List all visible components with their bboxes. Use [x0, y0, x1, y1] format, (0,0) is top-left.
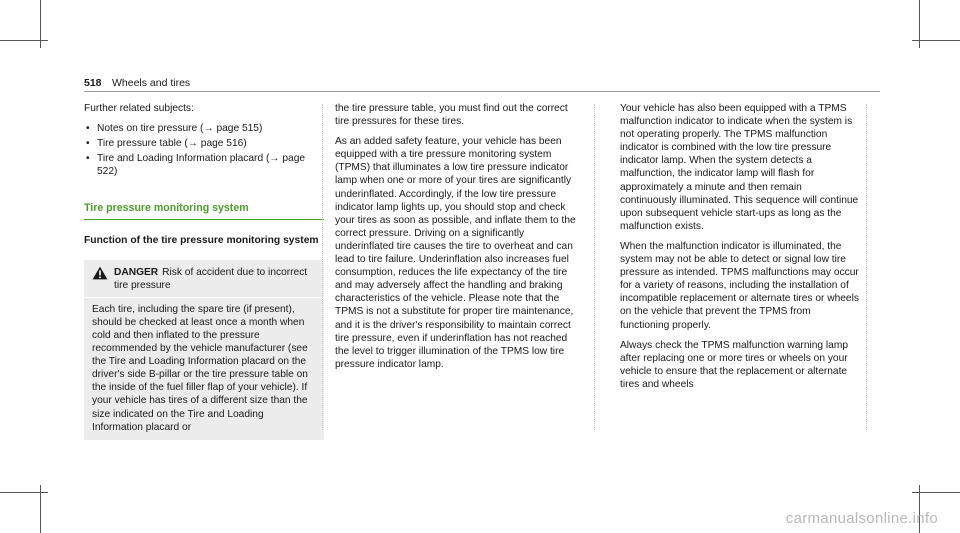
warning-header	[84, 260, 324, 297]
warning-text	[114, 266, 316, 292]
column-divider	[866, 104, 867, 430]
column-divider	[594, 104, 595, 430]
warning-headline: Risk of accident due to incorrect tire pressure	[114, 266, 308, 291]
paragraph: As an added safety feature, your vehicle has been equipped with a tire pressure monitoring system (TPMS) that illuminates a low tire pressure indicator lamp when one or more of your tires are significantly underinflated. Accordingly, if the low tire pressure indicator lamp lights up, you should stop and check your tires as soon as possible, and inflate them to the correct pressure. Driving on a significantly underinflated tire causes the tire to overheat and can lead to tire failure. Underinflation also increases fuel consumption, reduces the life expectancy of the tire and may adversely affect the handling and braking characteristics of the vehicle. Please note that the TPMS is not a substitute for proper tire maintenance, and it is the driver's responsibility to maintain correct tire pressure, even if underinflation has not reached the level to trigger illumination of the TPMS low tire pressure indicator lamp.	[335, 136, 576, 370]
page-number: 518	[84, 77, 102, 89]
related-intro: Further related subjects:	[84, 103, 194, 114]
crop-mark	[0, 492, 48, 493]
warning-signal-word: DANGER	[114, 266, 159, 278]
column-1	[84, 102, 324, 449]
watermark: carmanualsonline.info	[785, 510, 938, 527]
related-link[interactable]: • Notes on tire pressure (→ page 515)	[84, 122, 324, 135]
related-links	[84, 122, 324, 178]
paragraph: When the malfunction indicator is illuminated, the system may not be able to detect or signal low tire pressure as intended. TPMS malfunctions may occur for a variety of reasons, including the installation of incompatible replacement or alternate tires or wheels on the vehicle that prevent the TPMS from functioning properly.	[620, 240, 859, 331]
paragraph: Always check the TPMS malfunction warning lamp after replacing one or more tires or wheels on your vehicle to ensure that the replacement or alternate tires and wheels	[620, 339, 848, 390]
header-rule	[84, 91, 880, 92]
crop-mark	[912, 492, 960, 493]
section-name: Wheels and tires	[111, 77, 191, 89]
column-2	[335, 102, 581, 378]
page-header	[84, 73, 880, 91]
related-link[interactable]: • Tire pressure table (→ page 516)	[84, 137, 324, 150]
column-divider	[322, 104, 323, 430]
warning-triangle-icon	[92, 266, 108, 280]
related-link[interactable]: • Tire and Loading Information placard (→ page 522)	[84, 152, 324, 178]
paragraph: Your vehicle has also been equipped with a TPMS malfunction indicator to indicate when the system is not operating properly. The TPMS malfunction indicator is combined with the low tire pressure indicator lamp. When the system detects a malfunction, the indicator lamp will flash for approximately a minute and then remain continuously illuminated. This sequence will continue upon subsequent vehicle start-ups as long as the malfunction exists.	[620, 103, 859, 232]
warning-body: Each tire, including the spare tire (if present), should be checked at least once a month when cold and then inflated to the pressure recommended by the vehicle manufacturer (see the Tire and Loading Information placard on the driver's side B-pillar or the tire pressure table on the inside of the fuel filler flap of your vehicle). If your vehicle has tires of a different size than the size indicated on the Tire and Loading Information placard or	[92, 303, 308, 433]
section-rule	[84, 219, 324, 220]
crop-mark	[912, 40, 960, 41]
warning-box	[84, 260, 324, 440]
subsection-title: Function of the tire pressure monitoring system	[84, 234, 319, 246]
paragraph: the tire pressure table, you must find out the correct tire pressures for these tires.	[335, 103, 568, 128]
section-title: Tire pressure monitoring system	[84, 202, 249, 215]
column-3	[620, 102, 860, 398]
crop-mark	[0, 40, 48, 41]
